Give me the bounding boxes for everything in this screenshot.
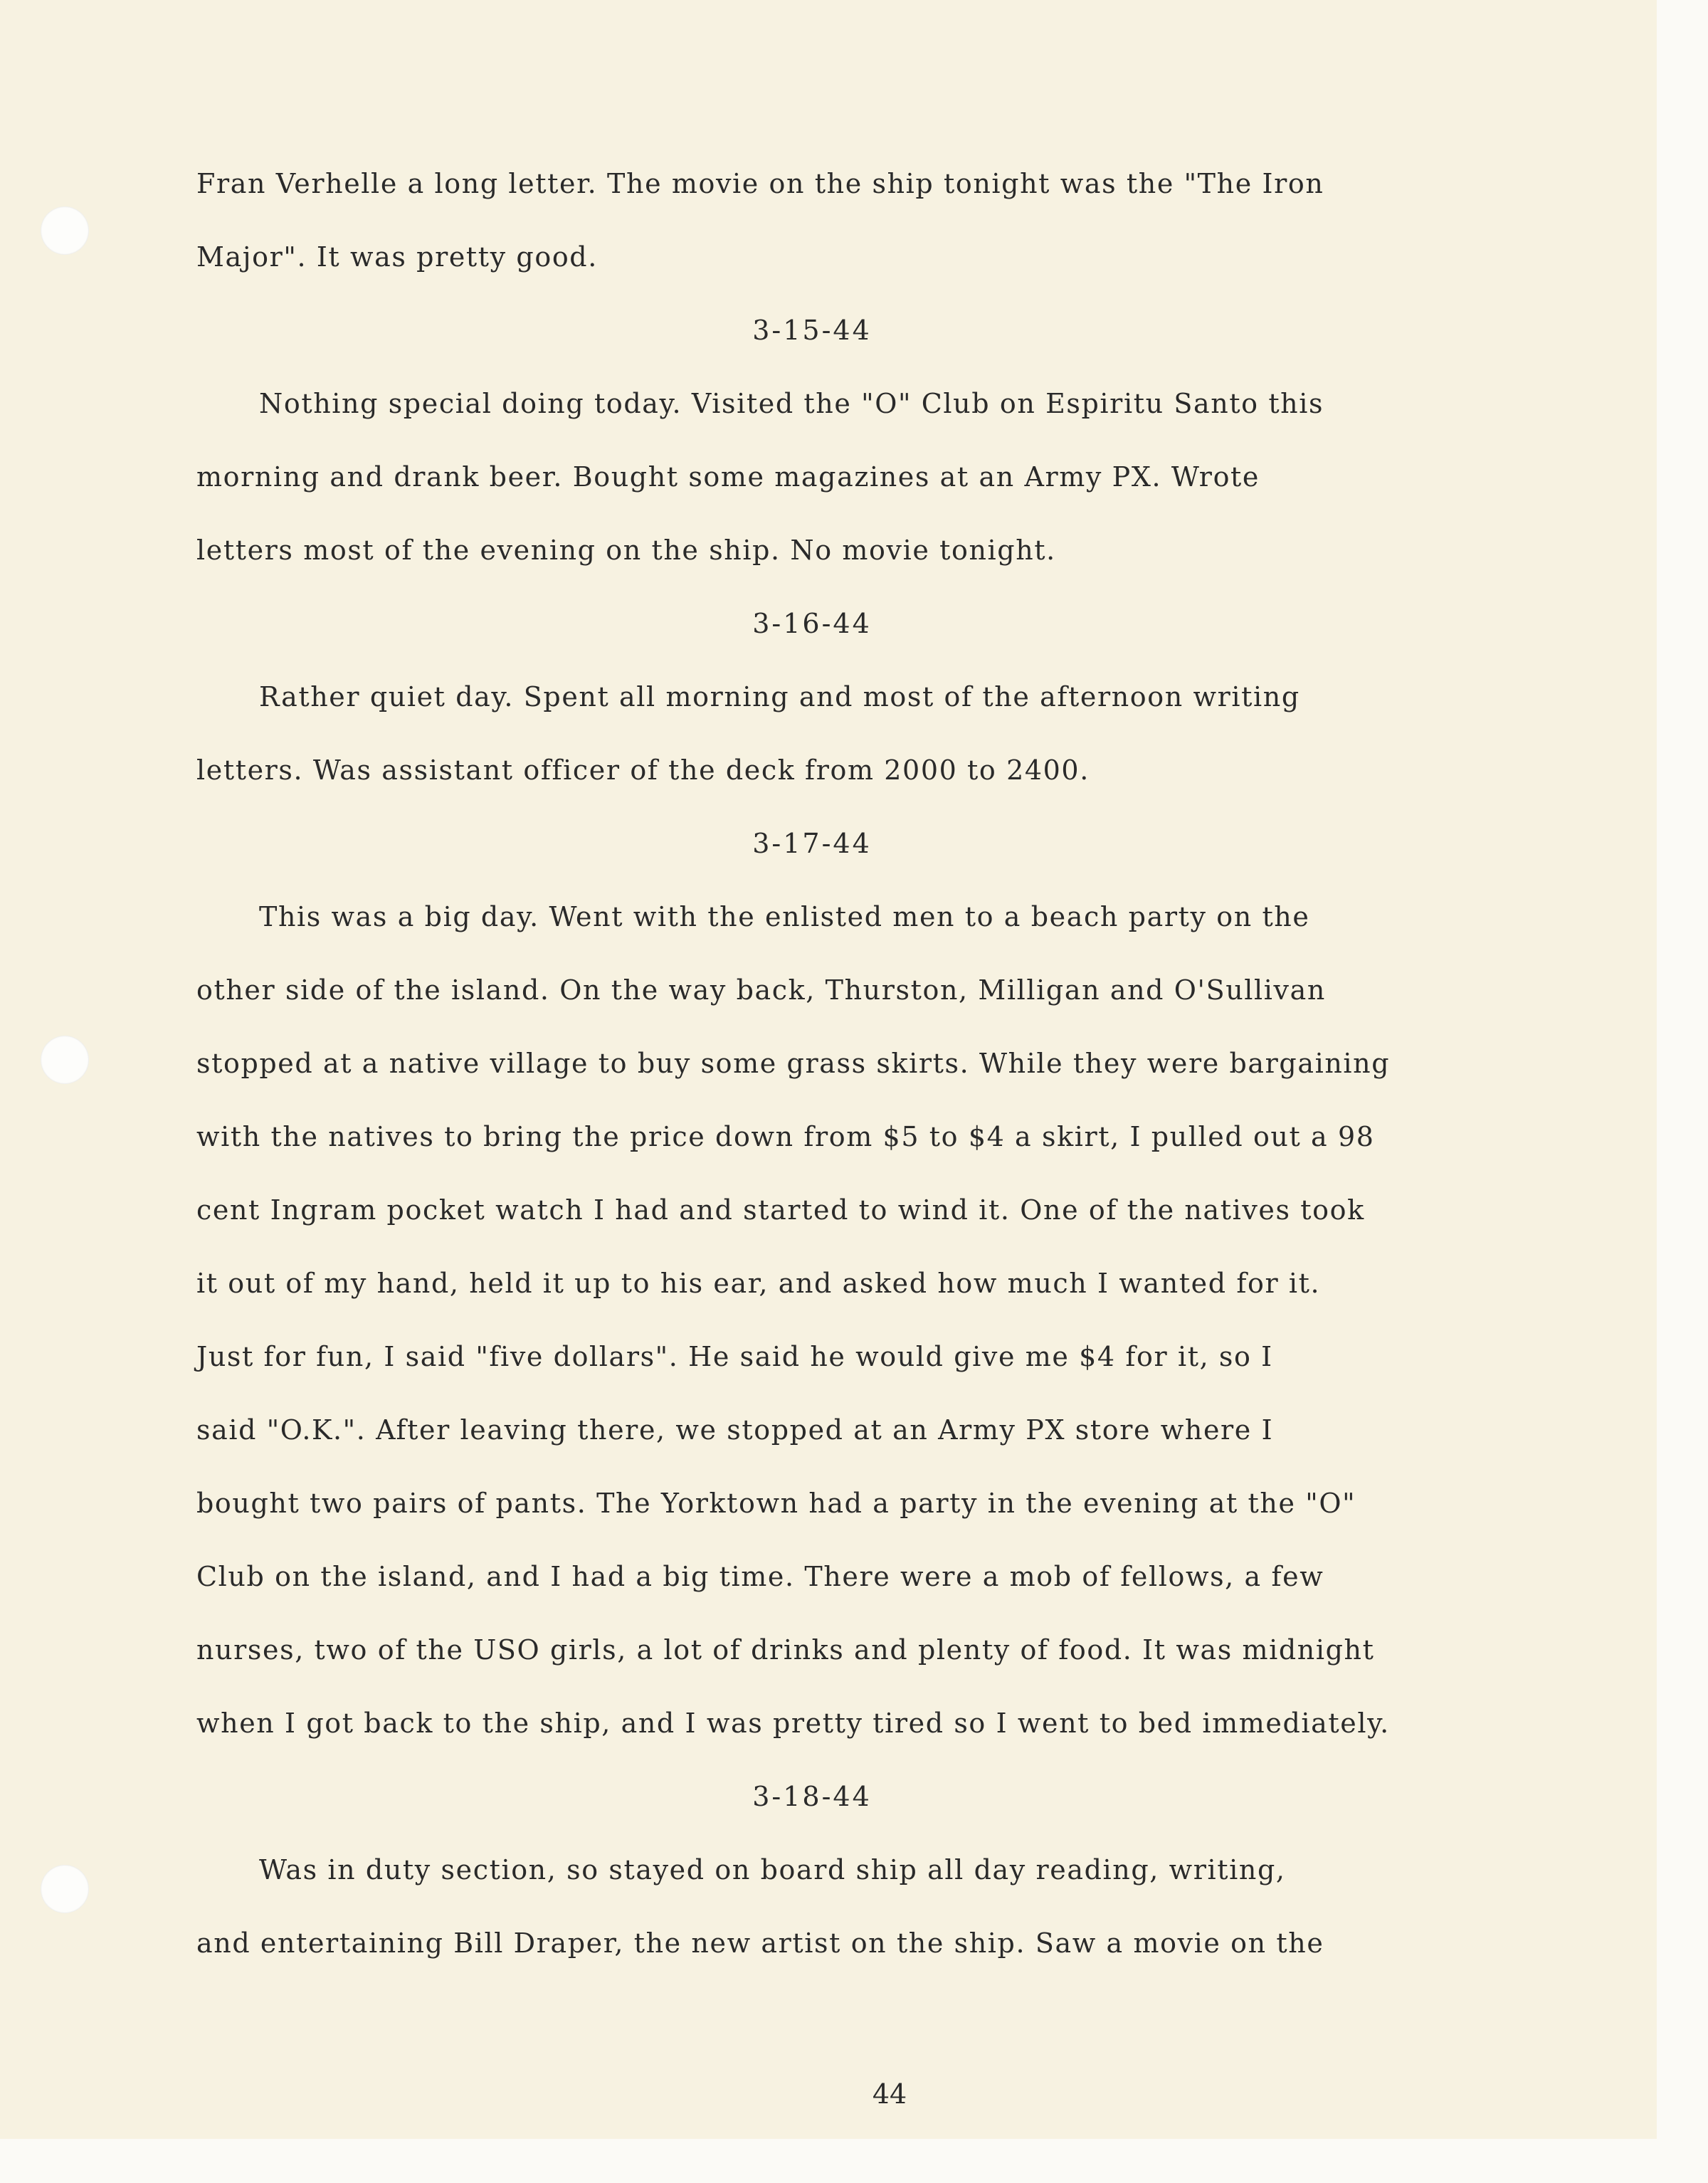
text-line: said "O.K.". After leaving there, we stopped at an Army PX store where I	[196, 1414, 1274, 1446]
text-line: letters. Was assistant officer of the deck from 2000 to 2400.	[196, 754, 1090, 786]
text-line: Major". It was pretty good.	[196, 241, 598, 273]
date-heading: 3-16-44	[752, 608, 872, 639]
paragraph-start: This was a big day. Went with the enlisted men to a beach party on the	[259, 901, 1310, 932]
date-heading: 3-15-44	[752, 315, 872, 346]
text-line: letters most of the evening on the ship. No movie tonight.	[196, 535, 1056, 566]
text-line: with the natives to bring the price down from $5 to $4 a skirt, I pulled out a 98	[196, 1121, 1375, 1152]
text-line: stopped at a native village to buy some grass skirts. While they were bargaining	[196, 1048, 1391, 1079]
paragraph-start: Rather quiet day. Spent all morning and most of the afternoon writing	[259, 681, 1300, 712]
text-line: morning and drank beer. Bought some magazines at an Army PX. Wrote	[196, 461, 1260, 493]
text-line: Just for fun, I said "five dollars". He said he would give me $4 for it, so I	[196, 1341, 1273, 1372]
text-line: nurses, two of the USO girls, a lot of drinks and plenty of food. It was midnight	[196, 1634, 1375, 1666]
diary-text	[196, 147, 1606, 1980]
binder-hole-middle	[41, 1036, 89, 1084]
text-line: cent Ingram pocket watch I had and started to wind it. One of the natives took	[196, 1194, 1365, 1226]
text-line: it out of my hand, held it up to his ear, and asked how much I wanted for it.	[196, 1268, 1321, 1299]
scan-margin-right	[1657, 0, 1708, 2183]
page-number: 44	[872, 2078, 907, 2110]
paragraph-start: Was in duty section, so stayed on board ship all day reading, writing,	[259, 1854, 1286, 1885]
binder-hole-top	[41, 206, 89, 255]
paragraph-start: Nothing special doing today. Visited the "O" Club on Espiritu Santo this	[259, 388, 1324, 419]
binder-hole-bottom	[41, 1865, 89, 1913]
text-line: Fran Verhelle a long letter. The movie on the ship tonight was the "The Iron	[196, 168, 1324, 199]
date-heading: 3-17-44	[752, 828, 872, 859]
scan-margin-bottom	[0, 2139, 1708, 2183]
date-heading: 3-18-44	[752, 1781, 872, 1812]
text-line: other side of the island. On the way back, Thurston, Milligan and O'Sullivan	[196, 974, 1326, 1006]
text-line: Club on the island, and I had a big time. There were a mob of fellows, a few	[196, 1561, 1324, 1592]
text-line: and entertaining Bill Draper, the new artist on the ship. Saw a movie on the	[196, 1927, 1324, 1959]
text-line: bought two pairs of pants. The Yorktown had a party in the evening at the "O"	[196, 1488, 1356, 1519]
text-line: when I got back to the ship, and I was pretty tired so I went to bed immediately.	[196, 1708, 1390, 1739]
